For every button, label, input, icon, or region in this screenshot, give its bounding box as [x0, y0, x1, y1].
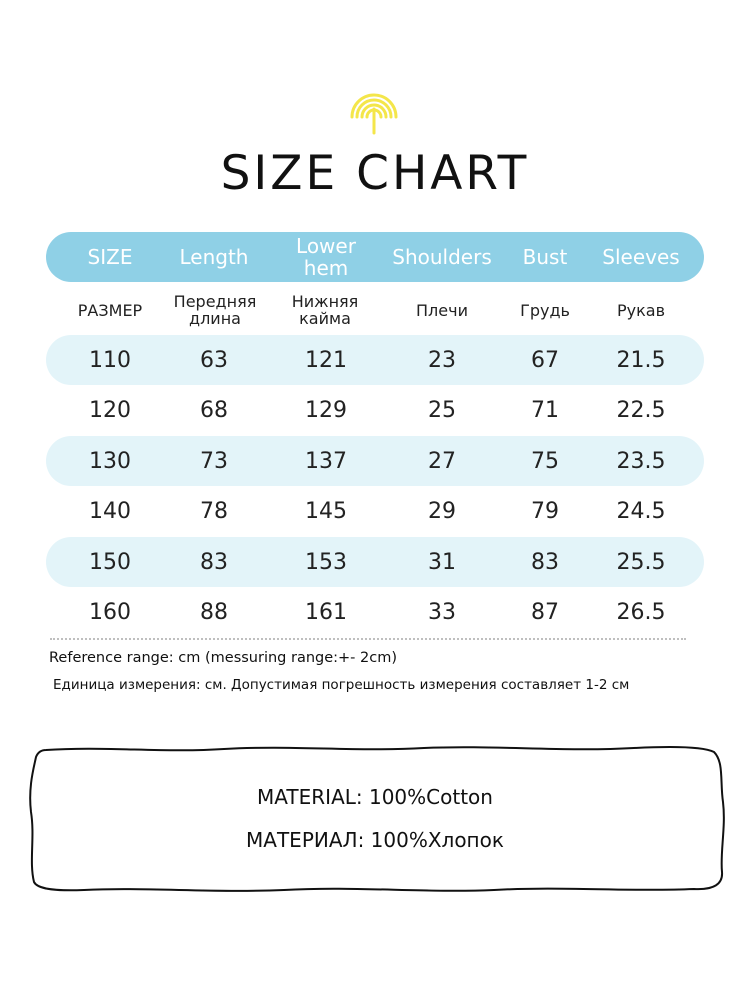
cell-sleeves: 21.5 — [616, 347, 666, 373]
header-bust: Bust — [522, 245, 568, 269]
cell-sleeves: 25.5 — [616, 549, 666, 575]
header-size: SIZE — [87, 245, 133, 269]
cell-bust: 83 — [531, 549, 559, 575]
divider — [50, 638, 686, 640]
cell-lower-hem: 137 — [305, 448, 347, 474]
cell-bust: 79 — [531, 499, 559, 524]
cell-size: 160 — [89, 600, 131, 625]
cell-shoulders: 25 — [428, 398, 456, 423]
cell-bust: 71 — [531, 398, 559, 423]
cell-shoulders: 23 — [428, 347, 456, 373]
cell-lower-hem: 121 — [305, 347, 347, 373]
subheader-sleeves: Рукав — [616, 300, 665, 320]
material-en: MATERIAL: 100%Cotton — [257, 785, 493, 809]
table-row — [0, 436, 750, 486]
cell-size: 130 — [89, 448, 131, 474]
reference-note: Reference range: cm (messuring range:+- 2cm) — [49, 650, 397, 666]
cell-length: 63 — [200, 347, 228, 373]
header-sleeves: Sleeves — [602, 245, 680, 269]
subheader-length: Передняя длина — [173, 292, 257, 328]
cell-length: 73 — [200, 448, 228, 474]
cell-lower-hem: 145 — [305, 499, 347, 524]
rainbow-logo-icon — [346, 85, 402, 135]
subheader-size: РАЗМЕР — [77, 300, 143, 320]
cell-length: 88 — [200, 600, 228, 625]
cell-length: 78 — [200, 499, 228, 524]
table-row — [0, 487, 750, 537]
table-row — [0, 386, 750, 436]
header-shoulders: Shoulders — [392, 245, 492, 269]
cell-size: 120 — [89, 398, 131, 423]
table-header — [46, 232, 704, 282]
reference-note-ru: Единица измерения: см. Допустимая погрешность измерения составляет 1-2 см — [53, 677, 630, 693]
header-lower-hem: Lower hem — [296, 234, 356, 280]
table-row — [0, 537, 750, 587]
subheader-shoulders: Плечи — [416, 300, 468, 320]
cell-bust: 75 — [531, 448, 559, 474]
cell-size: 110 — [89, 347, 131, 373]
page-title: SIZE CHART — [220, 146, 530, 201]
subheader-bust: Грудь — [520, 300, 570, 320]
cell-length: 68 — [200, 398, 228, 423]
cell-lower-hem: 161 — [305, 600, 347, 625]
cell-lower-hem: 153 — [305, 549, 347, 575]
material-ru: МАТЕРИАЛ: 100%Хлопок — [246, 828, 504, 852]
cell-size: 140 — [89, 499, 131, 524]
cell-shoulders: 29 — [428, 499, 456, 524]
cell-shoulders: 31 — [428, 549, 456, 575]
cell-shoulders: 33 — [428, 600, 456, 625]
table-row — [0, 335, 750, 385]
cell-lower-hem: 129 — [305, 398, 347, 423]
cell-length: 83 — [200, 549, 228, 575]
cell-sleeves: 22.5 — [616, 398, 666, 423]
material-box — [24, 742, 728, 896]
cell-sleeves: 24.5 — [616, 499, 666, 524]
cell-size: 150 — [89, 549, 131, 575]
subheader-lower-hem: Нижняя кайма — [291, 292, 359, 328]
cell-sleeves: 26.5 — [616, 600, 666, 625]
table-subheader — [0, 288, 750, 332]
table-row — [0, 588, 750, 638]
cell-sleeves: 23.5 — [616, 448, 666, 474]
cell-shoulders: 27 — [428, 448, 456, 474]
cell-bust: 87 — [531, 600, 559, 625]
cell-bust: 67 — [531, 347, 559, 373]
header-length: Length — [179, 245, 249, 269]
